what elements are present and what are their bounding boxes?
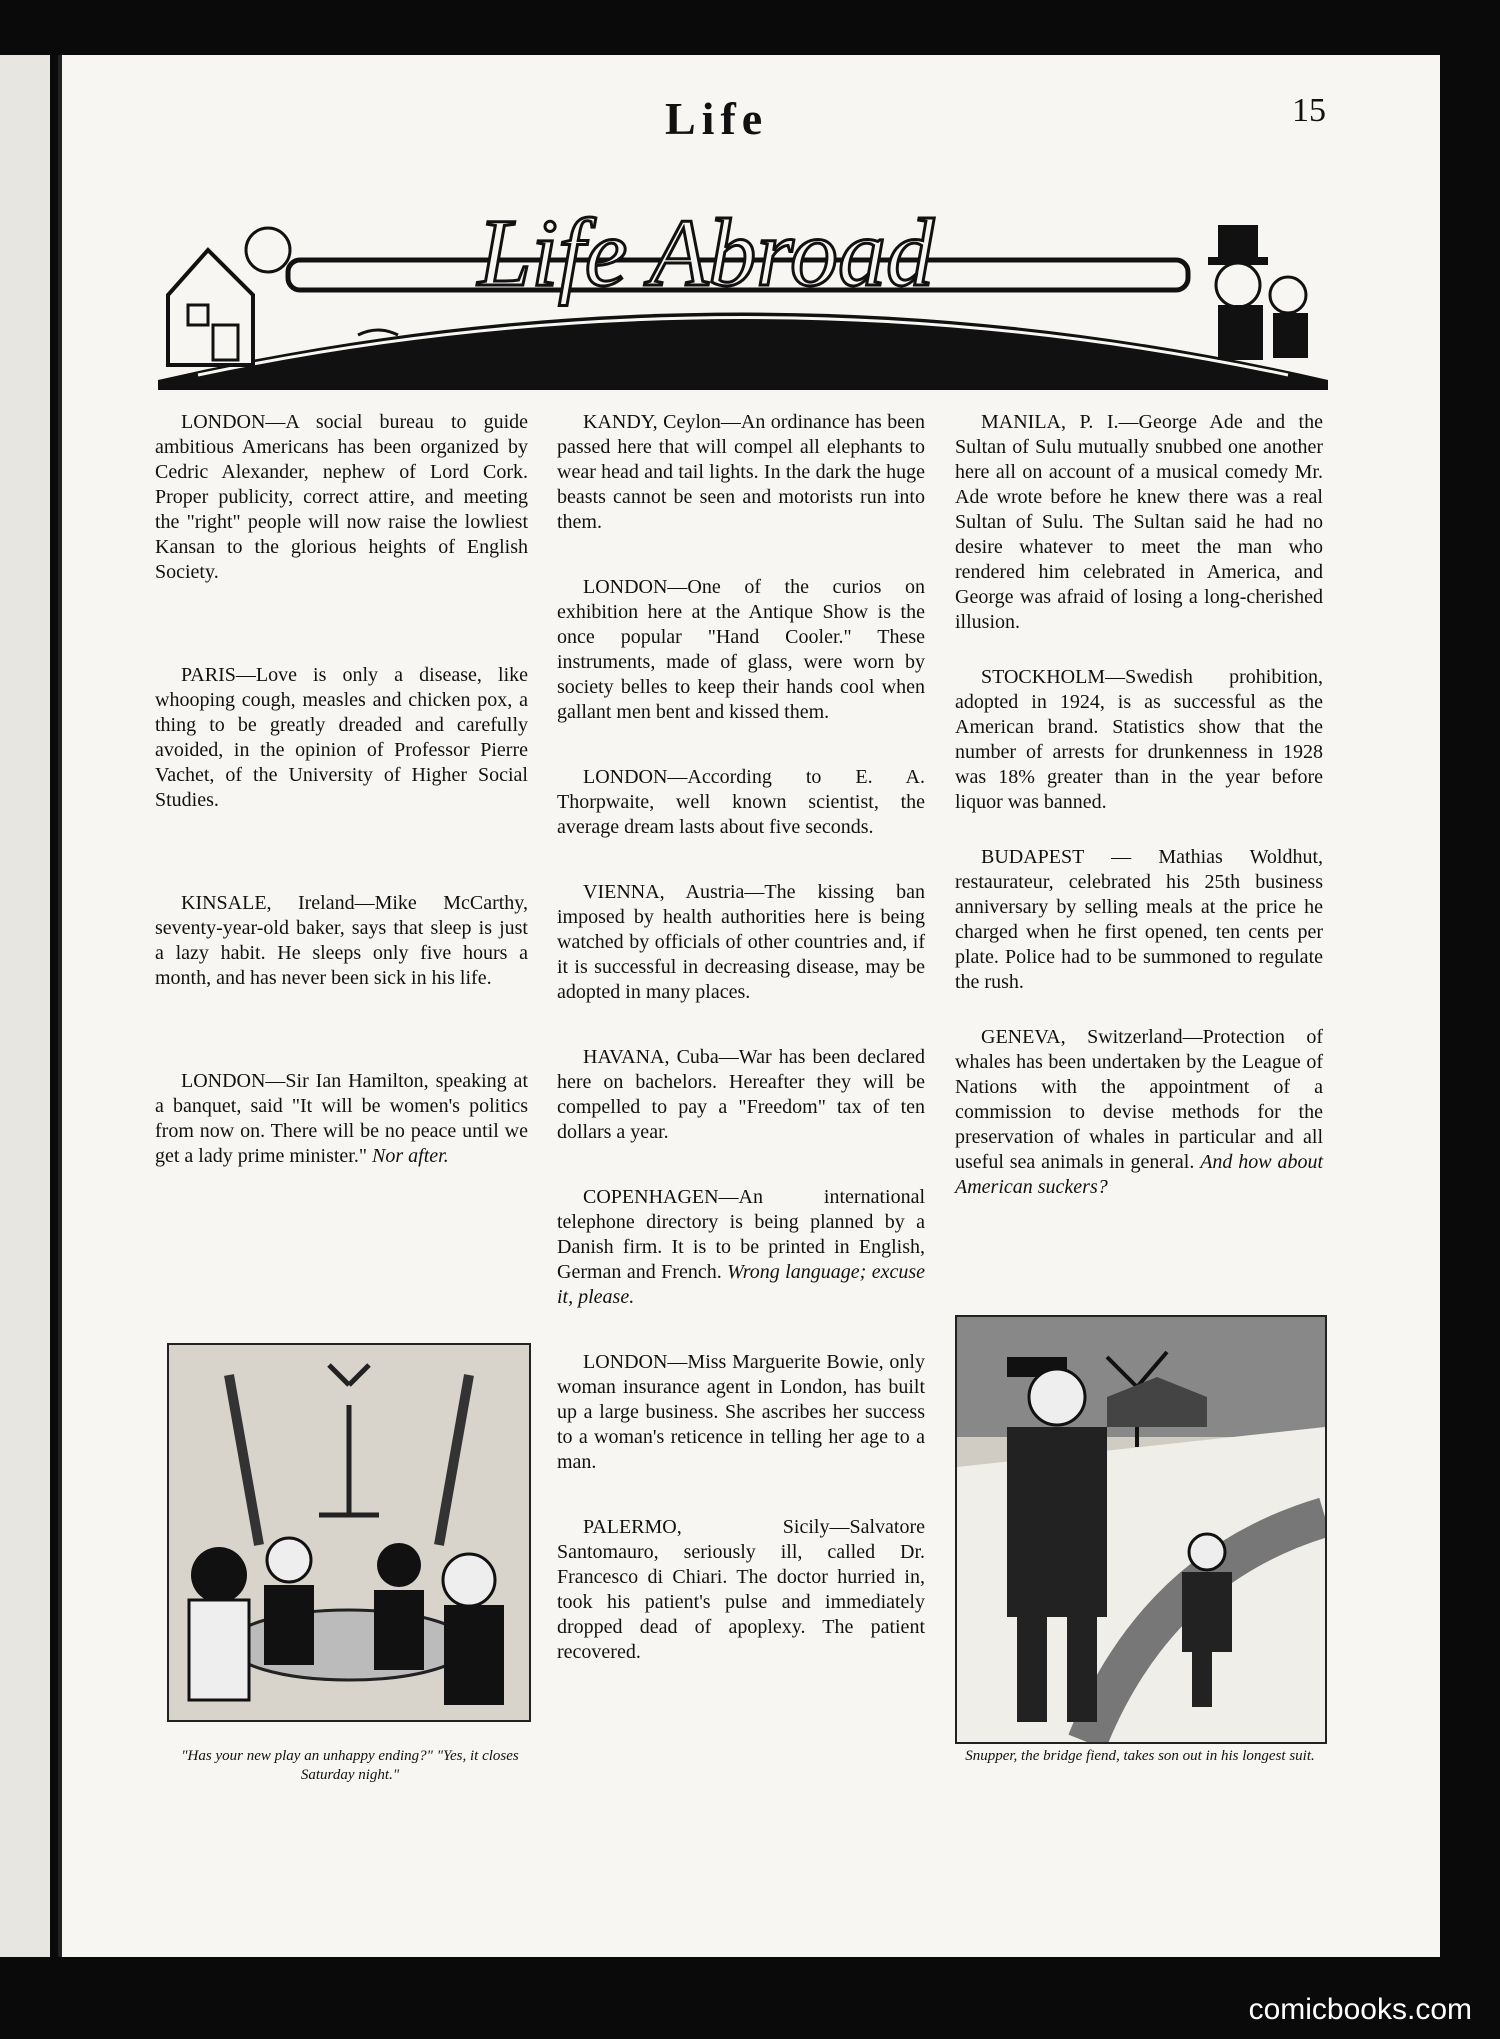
editor-comment: And how about American suckers?	[955, 1151, 1324, 1198]
house-icon	[168, 250, 253, 365]
news-text: LONDON—Sir Ian Hamilton, speaking at a banquet, said "It will be women's politics from now on. There will be no peace until we get a lady prime minister."	[155, 1070, 528, 1167]
column-middle	[557, 410, 925, 1665]
cherub-icon	[246, 228, 290, 272]
caption-left: "Has your new play an unhappy ending?" "Yes, it closes Saturday night."	[181, 1748, 519, 1783]
news-item	[955, 665, 1323, 815]
news-item	[155, 1069, 528, 1169]
caption-right: Snupper, the bridge fiend, takes son out in his longest suit.	[965, 1748, 1315, 1764]
news-text: PALERMO, Sicily—Salvatore Santomauro, seriously ill, called Dr. Francesco di Chiari. The doctor hurried in, took his patient's pulse and immediately dropped dead of apoplexy. The patient recovered.	[557, 1516, 925, 1663]
news-text: PARIS—Love is only a disease, like whooping cough, measles and chicken pox, a thing to be greatly dreaded and carefully avoided, in the opinion of Professor Pierre Vachet, of the University of Higher Social Studies.	[155, 664, 528, 811]
column-left	[155, 410, 528, 1169]
news-item	[557, 1045, 925, 1145]
news-text: KANDY, Ceylon—An ordinance has been passed here that will compel all elephants to wear head and tail lights. In the dark the huge beasts cannot be seen and motorists run into them.	[557, 411, 925, 533]
cartoon-dinner-party	[167, 1343, 531, 1722]
news-text: GENEVA, Switzerland—Protection of whales has been undertaken by the League of Nations with the appointment of a commission to devise methods for the preservation of whales in particular and all useful sea animals in general.	[955, 1026, 1323, 1173]
news-item	[557, 1515, 925, 1665]
news-text: COPENHAGEN—An international telephone directory is being planned by a Danish firm. It is to be printed in English, German and French.	[557, 1186, 925, 1283]
news-text: MANILA, P. I.—George Ade and the Sultan of Sulu mutually snubbed one another here all on account of a musical comedy Mr. Ade wrote before he knew there was a real Sultan of Sulu. The Sultan said he had no desire whatever to meet the man who rendered him celebrated in America, and George was afraid of losing a long-cherished illusion.	[955, 411, 1323, 633]
news-item	[557, 880, 925, 1005]
news-text: LONDON—Miss Marguerite Bowie, only woman insurance agent in London, has built up a large business. She ascribes her success to a woman's reticence in telling her age to a man.	[557, 1351, 925, 1473]
editor-comment: Wrong language; excuse it, please.	[557, 1261, 925, 1308]
page-number: 15	[1292, 92, 1326, 129]
cartoon-bridge-fiend	[955, 1315, 1327, 1744]
news-text: BUDAPEST — Mathias Woldhut, restaurateur, celebrated his 25th business anniversary by selling meals at the price he charged when he first opened, ten cents per plate. Police had to be summoned to regulate the rush.	[955, 846, 1323, 993]
news-text: KINSALE, Ireland—Mike McCarthy, seventy-year-old baker, says that sleep is just a lazy habit. He sleeps only five hours a month, and has never been sick in his life.	[155, 892, 528, 989]
news-text: LONDON—A social bureau to guide ambitious Americans has been organized by Cedric Alexander, nephew of Lord Cork. Proper publicity, correct attire, and meeting the "right" people will now raise the lowliest Kansan to the glorious heights of English Society.	[155, 411, 528, 583]
facing-page-edge	[0, 55, 50, 1957]
news-text: HAVANA, Cuba—War has been declared here on bachelors. Hereafter they will be compelled to pay a "Freedom" tax of ten dollars a year.	[557, 1046, 925, 1143]
news-item	[155, 410, 528, 585]
editor-comment: Nor after.	[372, 1145, 449, 1167]
news-text: VIENNA, Austria—The kissing ban imposed by health authorities here is being watched by officials of other countries and, if it is successful in decreasing disease, may be adopted in many places.	[557, 881, 925, 1003]
news-item	[557, 575, 925, 725]
masthead: Life	[665, 93, 769, 144]
news-item	[557, 1350, 925, 1475]
news-item	[155, 891, 528, 991]
news-text: LONDON—One of the curios on exhibition here at the Antique Show is the once popular "Hand Cooler." These instruments, made of glass, were worn by society belles to keep their hands cool when gallant men bent and kissed them.	[557, 576, 925, 723]
news-text: STOCKHOLM—Swedish prohibition, adopted in 1924, is as successful as the American brand. Statistics show that the number of arrests for drunkenness in 1928 was 18% greater than in the year before liquor was banned.	[955, 666, 1323, 813]
news-item	[557, 765, 925, 840]
news-text: LONDON—According to E. A. Thorpwaite, well known scientist, the average dream lasts about five seconds.	[557, 766, 925, 838]
news-item	[557, 1185, 925, 1310]
news-item	[557, 410, 925, 535]
top-hat-men-icon	[1208, 225, 1308, 360]
news-item	[955, 1025, 1323, 1200]
column-right	[955, 410, 1323, 1200]
banner-illustration	[158, 205, 1328, 390]
banner-title: Life Abroad	[478, 205, 935, 306]
news-item	[955, 410, 1323, 635]
watermark: comicbooks.com	[1248, 1993, 1472, 2026]
news-item	[955, 845, 1323, 995]
news-item	[155, 663, 528, 813]
